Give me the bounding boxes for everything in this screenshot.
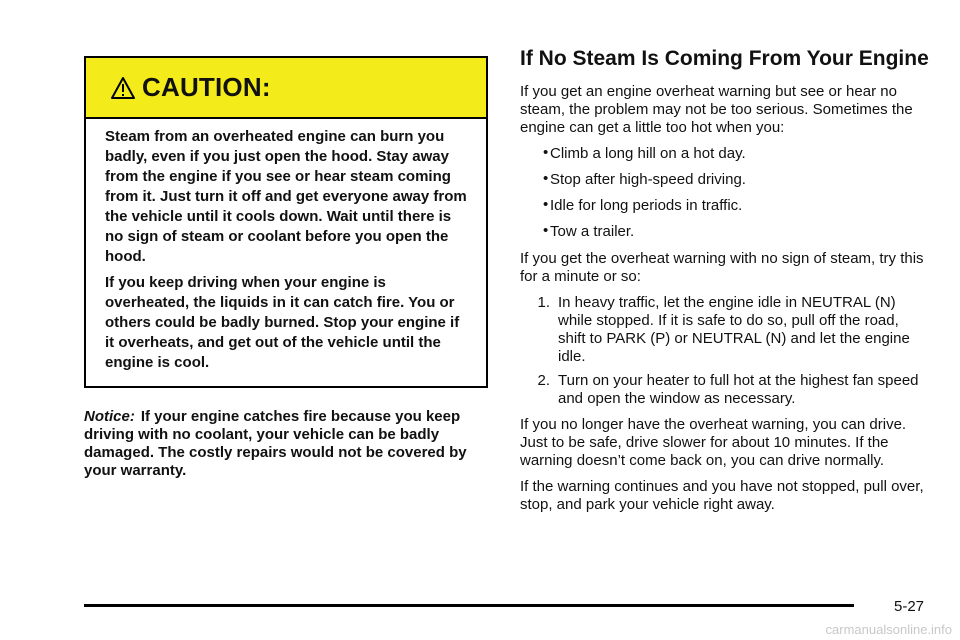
intro-paragraph: If you get an engine overheat warning but see or hear no steam, the problem may not be too serious. Sometimes the engine can get a little too hot when you: [520, 83, 913, 136]
bullet-list [520, 145, 930, 241]
bullet-dot: • [543, 144, 549, 161]
list-item [520, 223, 930, 241]
step-number: 2. [537, 372, 550, 389]
bullet-dot: • [543, 196, 549, 213]
left-column [84, 56, 488, 480]
footer-rule [84, 604, 854, 607]
bullet-text: Idle for long periods in traffic. [550, 197, 743, 214]
bullet-dot: • [543, 170, 549, 187]
notice [84, 408, 488, 480]
right-column [520, 44, 930, 522]
body-paragraph: If you no longer have the overheat warning, you can drive. Just to be safe, drive slower for about 10 minutes. If the warning doesn’t come back on, you can drive normally. [520, 416, 907, 469]
list-item [520, 197, 930, 215]
bullet-dot: • [543, 222, 549, 239]
notice-text: If your engine catches fire because you keep driving with no coolant, your vehicle can be badly damaged. The costly repairs would not be covered by your warranty. [84, 408, 467, 479]
step-text: In heavy traffic, let the engine idle in NEUTRAL (N) while stopped. If it is safe to do so, pull off the road, shift to PARK (P) or NEUTRAL (N) and let the engine idle. [558, 294, 910, 365]
caution-body [86, 119, 486, 386]
list-item [520, 145, 930, 163]
caution-box [84, 56, 488, 388]
notice-label: Notice: [84, 408, 135, 425]
step-item [520, 294, 930, 366]
steps-intro: If you get the overheat warning with no sign of steam, try this for a minute or so: [520, 250, 924, 285]
list-item [520, 171, 930, 189]
warning-triangle-icon [110, 76, 136, 100]
steps-list [520, 294, 930, 408]
caution-title: CAUTION: [142, 72, 271, 102]
step-text: Turn on your heater to full hot at the highest fan speed and open the window as necessary. [558, 372, 919, 407]
step-item [520, 372, 930, 408]
section-heading: If No Steam Is Coming From Your Engine [520, 47, 929, 70]
bullet-text: Stop after high-speed driving. [550, 171, 746, 188]
body-paragraph: If the warning continues and you have not stopped, pull over, stop, and park your vehicle right away. [520, 478, 924, 513]
watermark: carmanualsonline.info [825, 622, 952, 637]
bullet-text: Tow a trailer. [550, 223, 635, 240]
step-number: 1. [537, 294, 550, 311]
caution-header [86, 58, 486, 119]
caution-paragraph: Steam from an overheated engine can burn you badly, even if you just open the hood. Stay away from the engine if you see or hear steam coming from it. Just turn it off and get everyone away from the vehicle until it cools down. Wait until there is no sign of steam or coolant before you open the hood. [105, 128, 467, 265]
caution-paragraph: If you keep driving when your engine is overheated, the liquids in it can catch fire. You or others could be badly burned. Stop your engine if it overheats, and get out of the vehicle until the engine is cool. [105, 274, 460, 371]
page-number: 5-27 [894, 598, 925, 615]
bullet-text: Climb a long hill on a hot day. [550, 145, 746, 162]
